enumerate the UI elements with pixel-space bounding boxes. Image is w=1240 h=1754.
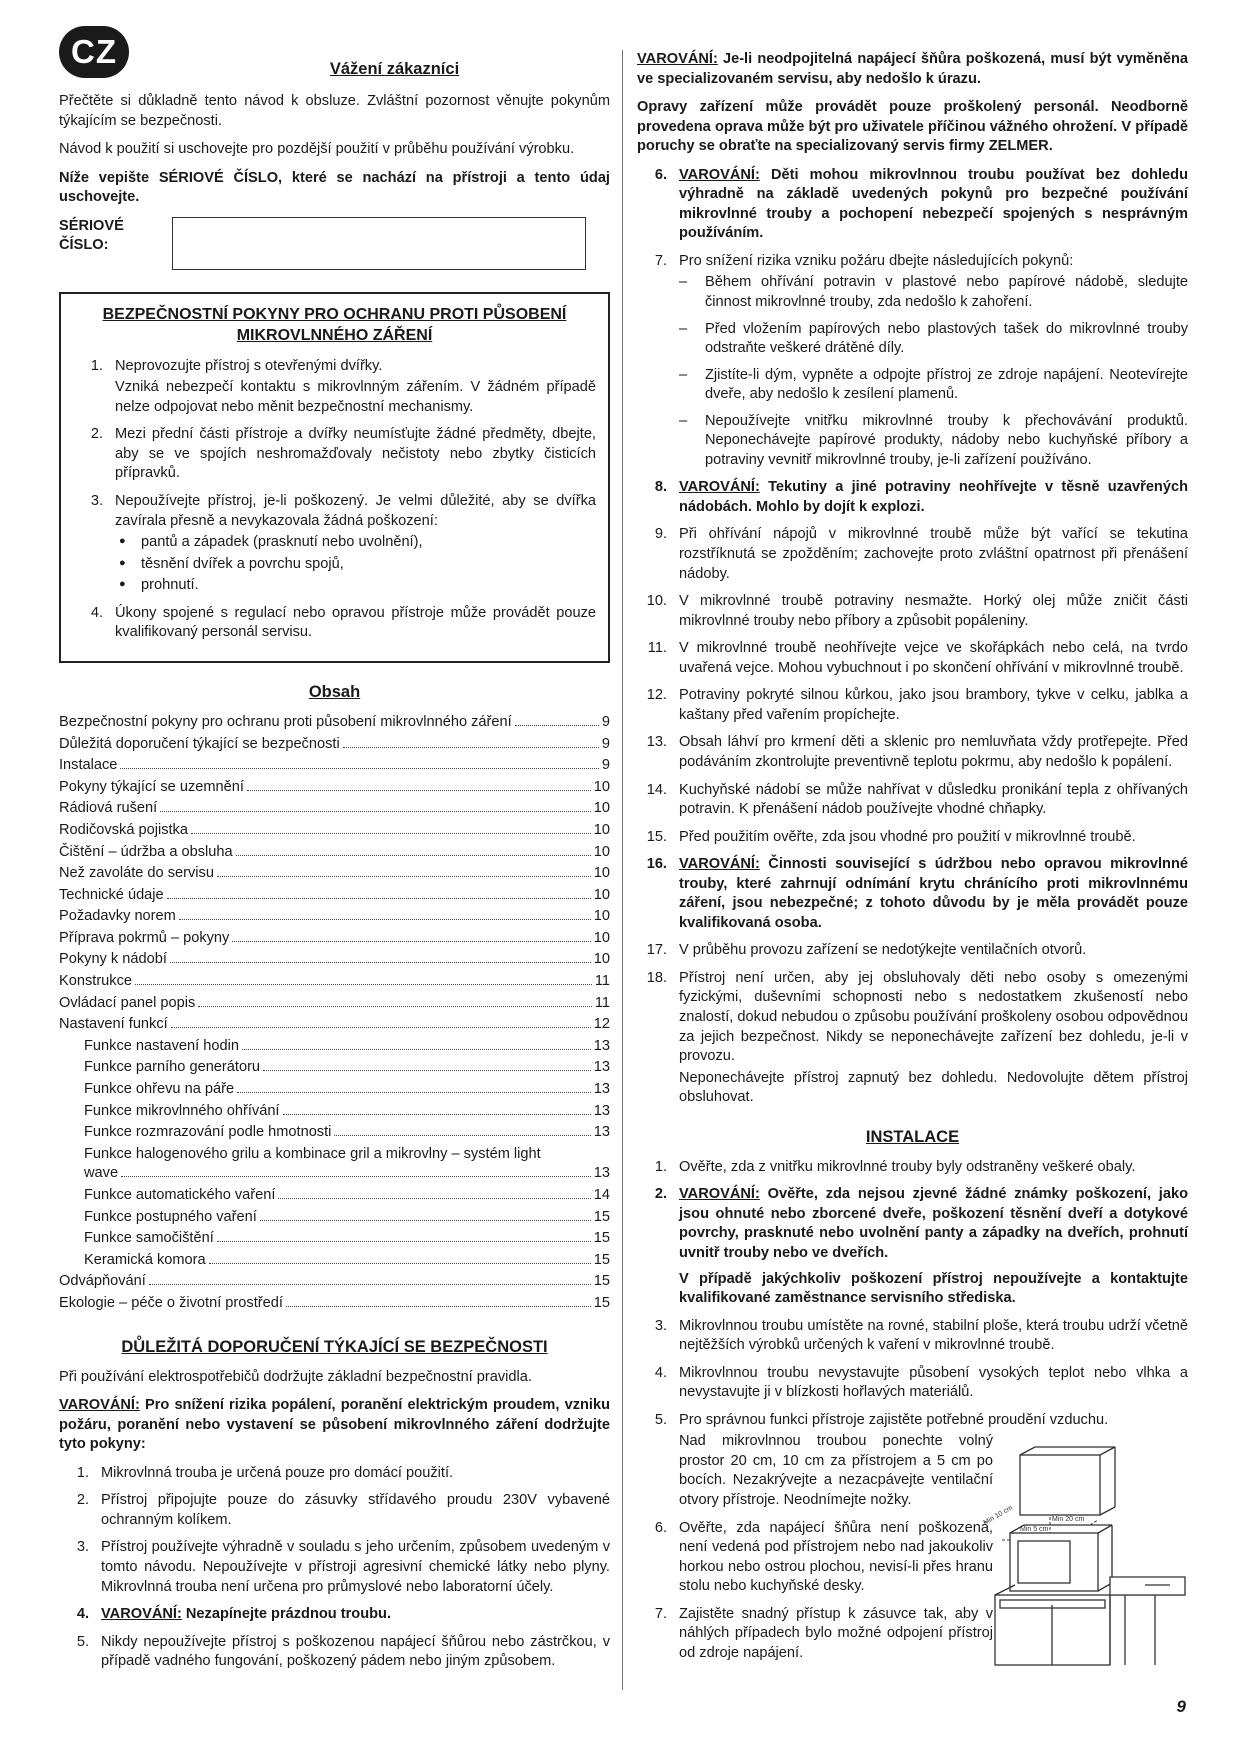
item-text: Ověřte, zda nejsou zjevné žádné známky poškození, jako jsou ohnuté nebo zborcené dveře, poškození těsnění dveří a dotykové povrchy, prasknuté nebo uvolnění panty a západky na dveřích, prohnutí uvnitř trouby nebo ve dveřích.: [679, 1186, 1188, 1261]
item-text: Tekutiny a jiné potraviny neohřívejte v těsně uzavřených nádobách. Mohlo by dojít k explozi.: [679, 479, 1188, 515]
item-number: 10.: [646, 593, 667, 610]
serial-input-box[interactable]: [172, 217, 586, 270]
toc-entry-title: Ovládací panel popis: [59, 994, 196, 1011]
list-item: [637, 1158, 1188, 1178]
item-number: 14.: [646, 781, 667, 798]
toc-leader: [236, 855, 591, 856]
toc-leader: [232, 941, 590, 942]
list-item: [59, 1538, 610, 1597]
language-badge: CZ: [59, 26, 129, 78]
toc-entry-title: Odvápňování: [59, 1273, 146, 1290]
item-number: 4.: [90, 604, 103, 621]
toc-entry: [59, 1037, 610, 1059]
item-text: Činnosti související s údržbou nebo opravou mikrovlnné trouby, které zahrnují odnímání krytu chránícího proti mikrovlnnému záření, jsou nebezpečné; z tohoto důvodu by je měla provádět pouze kvalifikovaná osoba.: [679, 856, 1188, 931]
toc-entry: [59, 756, 610, 778]
toc-page: 15: [593, 1294, 610, 1311]
bullet-item: ● pantů a západek (prasknutí nebo uvolnění),: [115, 533, 596, 553]
toc-leader: [286, 1306, 591, 1307]
item-number: 4.: [76, 1606, 89, 1623]
list-item: [73, 357, 596, 418]
toc-leader: [198, 1006, 592, 1007]
toc-leader: [242, 1049, 591, 1050]
clearance-label: Min 20 cm: [1052, 1516, 1085, 1523]
toc-entry-title: Než zavoláte do servisu: [59, 865, 214, 882]
warning-label: VAROVÁNÍ:: [679, 479, 760, 496]
toc-entry-title: wave: [84, 1165, 119, 1182]
warning-text: Pro snížení rizika popálení, poranění elektrickým proudem, vzniku požáru, poranění nebo vystavení se působení mikrovlnného záření dodržujte tyto pokyny:: [59, 1397, 610, 1453]
toc-leader: [179, 919, 591, 920]
item-number: 3.: [76, 1539, 89, 1556]
toc-leader: [263, 1070, 591, 1071]
toc-page: 15: [593, 1251, 610, 1268]
toc-entry: [59, 929, 610, 951]
toc-page: 10: [593, 778, 610, 795]
item-number: 17.: [646, 942, 667, 959]
toc-entry: [59, 950, 610, 972]
list-item: [637, 1185, 1188, 1308]
item-text: Pro správnou funkci přístroje zajistěte potřebné proudění vzduchu.: [679, 1411, 1109, 1428]
item-number: 13.: [646, 734, 667, 751]
toc-entry-title: Nastavení funkcí: [59, 1016, 168, 1033]
item-text: V průběhu provozu zařízení se nedotýkejte ventilačních otvorů.: [679, 942, 1087, 959]
toc-entry-title: Funkce parního generátoru: [84, 1059, 261, 1076]
warning-label: VAROVÁNÍ:: [637, 51, 718, 67]
item-text: Pro snížení rizika vzniku požáru dbejte následujících pokynů:: [679, 252, 1074, 269]
toc-page: 9: [601, 713, 610, 730]
item-number: 4.: [654, 1364, 667, 1381]
item-number: 2.: [654, 1186, 667, 1203]
toc-page: 10: [593, 800, 610, 817]
toc-page: 11: [594, 973, 610, 990]
list-item: [637, 252, 1188, 470]
toc-entry-title: Pokyny k nádobí: [59, 951, 167, 968]
toc-entry-title: Funkce mikrovlnného ohřívání: [84, 1102, 280, 1119]
item-number: 7.: [654, 252, 667, 269]
repair-notice: Opravy zařízení může provádět pouze proškolený personál. Neodborně provedena oprava může být pro uživatele příčinou vážného ohrožení. V případě poruchy se obraťte na specializovaný servis firmy ZELMER.: [637, 99, 1188, 155]
toc-page: 10: [593, 886, 610, 903]
item-text: Přístroj používejte výhradně v souladu s jeho určením, způsobem uvedeným v tomto návodu. Nepoužívejte v přístroji agresivní chemické látky nebo plyny. Mikrovlnná trouba není určena pro průmyslové nebo laboratorní účely.: [101, 1539, 610, 1595]
item-note: Nad mikrovlnnou troubou ponechte volný prostor 20 cm, 10 cm za přístrojem a 5 cm po bocích. Nezakrývejte a nezacpávejte ventilační otvory přístroje. Neodnímejte nožky.: [679, 1433, 993, 1509]
toc-entry: [59, 1015, 610, 1037]
list-item: [637, 639, 1188, 678]
item-text: Přístroj není určen, aby jej obsluhovaly děti nebo osoby s omezenými fyzickými, duševními schopnosti nebo s nedostatkem zkušeností nebo znalostí, dokud nebudou o způsobu používání proškoleny osobou odpovědnou za jejich bezpečnost. Nikdy se neponechávejte zařízení bez dohledu, je-li v provozu.: [679, 969, 1188, 1065]
wall-cabinet: [1020, 1455, 1100, 1515]
item-number: 12.: [646, 687, 667, 704]
important-list: [59, 1464, 610, 1672]
item-note: Neponechávejte přístroj zapnutý bez dohledu. Nedovolujte dětem přístroj obsluhovat.: [679, 1069, 1188, 1106]
table-of-contents: [59, 713, 610, 1316]
microwave-oven: [1010, 1533, 1098, 1591]
toc-entry: [59, 1080, 610, 1102]
right-column: [637, 50, 1188, 1671]
list-item: [637, 781, 1188, 820]
greeting-paragraph: Přečtěte si důkladně tento návod k obsluze. Zvláštní pozornost věnujte pokynům týkajícím se bezpečnosti.: [59, 93, 610, 129]
item-text: Nezapínejte prázdnou troubu.: [185, 1606, 391, 1623]
toc-entry: [59, 821, 610, 843]
dash-item: – Během ohřívání potravin v plastové nebo papírové nádobě, sledujte činnost mikrovlnné trouby, zda nedošlo k zahoření.: [679, 273, 1188, 312]
list-item: [73, 425, 596, 484]
item-number: 6.: [654, 1519, 667, 1536]
item-text: Ověřte, zda napájecí šňůra není poškozená, není vedená pod přístrojem nebo nad jakoukoliv horkou nebo ostrou plochou, nevisí-li přes hranu stolu nebo kuchyňské desky.: [679, 1519, 993, 1595]
item-number: 7.: [654, 1605, 667, 1622]
toc-page: 13: [593, 1165, 610, 1182]
toc-entry-title: Technické údaje: [59, 886, 164, 903]
toc-entry-title: Důležitá doporučení týkající se bezpečnosti: [59, 735, 340, 752]
item-number: 1.: [76, 1464, 89, 1481]
toc-leader: [160, 811, 591, 812]
list-item: [59, 1605, 610, 1625]
toc-entry-title: Pokyny týkající se uzemnění: [59, 778, 244, 795]
toc-page: 13: [593, 1081, 610, 1098]
list-item: [637, 1605, 993, 1664]
item-text: Kuchyňské nádobí se může nahřívat v důsledku pronikání tepla z ohřívaných potravin. K přenášení nádob používejte vhodné chňapky.: [679, 781, 1188, 818]
warning-label: VAROVÁNÍ:: [59, 1397, 140, 1414]
item-number: 5.: [76, 1633, 89, 1650]
list-item: [637, 1317, 1188, 1356]
item-text: Mikrovlnná trouba je určená pouze pro domácí použití.: [101, 1464, 454, 1481]
item-text: Nepoužívejte přístroj, je-li poškozený. Je velmi důležité, aby se dvířka zavírala přesně a nevykazovala žádná poškození:: [115, 493, 596, 529]
toc-entry: [59, 1058, 610, 1080]
toc-entry: [59, 1229, 610, 1251]
toc-entry: [59, 1251, 610, 1273]
toc-entry-title: Funkce rozmrazování podle hmotnosti: [84, 1124, 332, 1141]
toc-page: 10: [593, 951, 610, 968]
toc-page: 15: [593, 1230, 610, 1247]
toc-entry: [59, 1102, 610, 1124]
list-item: [637, 1519, 993, 1597]
item-text: V mikrovlnné troubě potraviny nesmažte. Horký olej může zničit části mikrovlnné trouby nebo příbory a způsobit popáleniny.: [679, 593, 1188, 629]
warning-label: VAROVÁNÍ:: [101, 1606, 182, 1623]
dash-item: – Před vložením papírových nebo plastových tašek do mikrovlnné trouby odstraňte veškeré drátěné díly.: [679, 320, 1188, 359]
list-item: [637, 855, 1188, 933]
item-text: Obsah láhví pro krmení děti a sklenic pro nemluvňata vždy protřepejte. Před podáváním zkontrolujte preventivně teplotu pokrmu, aby nedošlo k popálení.: [679, 734, 1188, 770]
toc-leader: [260, 1220, 591, 1221]
toc-leader: [135, 984, 592, 985]
page-number: 9: [1176, 1697, 1186, 1716]
item-number: 15.: [646, 828, 667, 845]
toc-page: 13: [593, 1059, 610, 1076]
toc-entry-title: Funkce ohřevu na páře: [84, 1081, 235, 1098]
list-item: [637, 941, 1188, 961]
install-title: INSTALACE: [865, 1127, 960, 1146]
greeting-paragraph: Návod k použití si uschovejte pro pozdější použití v průběhu používání výrobku.: [59, 141, 575, 158]
toc-page: 10: [593, 929, 610, 946]
toc-entry-title: Funkce postupného vaření: [84, 1208, 257, 1225]
toc-leader: [171, 1027, 591, 1028]
important-warning: [59, 1396, 610, 1455]
toc-entry-line: [84, 1164, 610, 1186]
toc-entry: [59, 713, 610, 735]
item-text: Potraviny pokryté silnou kůrkou, jako jsou brambory, tykve v celku, jablka a kaštany před vařením propíchejte.: [679, 687, 1188, 723]
toc-entry-title: Rádiová rušení: [59, 800, 158, 817]
clearance-label: Min 5 cm: [1020, 1526, 1049, 1533]
list-item: [73, 492, 596, 596]
list-item: [59, 1633, 610, 1672]
safety-list: [73, 357, 596, 643]
toc-entry-title: Funkce nastavení hodin: [84, 1037, 239, 1054]
item-text: Ověřte, zda z vnitřku mikrovlnné trouby byly odstraněny veškeré obaly.: [679, 1158, 1136, 1175]
item-text: Úkony spojené s regulací nebo opravou přístroje může provádět pouze kvalifikovaný personál servisu.: [115, 604, 596, 641]
warning-label: VAROVÁNÍ:: [679, 856, 760, 873]
toc-page: 10: [593, 821, 610, 838]
item-number: 9.: [654, 526, 667, 543]
item-text: Mikrovlnnou troubu nevystavujte působení vysokých teplot nebo vlhka a nevystavujte ji v blízkosti hořlavých materiálů.: [679, 1364, 1188, 1401]
clearance-label: Min 10 cm: [982, 1504, 1014, 1527]
toc-entry-title: Bezpečnostní pokyny pro ochranu proti působení mikrovlnného záření: [59, 713, 512, 730]
toc-entry-title: Příprava pokrmů – pokyny: [59, 929, 230, 946]
serial-instruction: Níže vepište SÉRIOVÉ ČÍSLO, které se nachází na přístroji a tento údaj uschovejte.: [59, 169, 610, 206]
list-item: [637, 969, 1188, 1108]
item-text: Mikrovlnnou troubu umístěte na rovné, stabilní ploše, která troubu udrží včetně nejtěžších výrobků určených k vaření v mikrovlnné troubě.: [679, 1317, 1188, 1354]
item-number: 3.: [90, 493, 103, 509]
item-number: 18.: [646, 969, 667, 986]
important-title: DŮLEŽITÁ DOPORUČENÍ TÝKAJÍCÍ SE BEZPEČNOSTI: [121, 1337, 548, 1356]
greeting-title: Vážení zákazníci: [329, 60, 460, 78]
toc-entry-title: Požadavky norem: [59, 908, 176, 925]
toc-page: 13: [593, 1037, 610, 1054]
toc-page: 10: [593, 843, 610, 860]
installation-clearance-illustration: [982, 1445, 1185, 1665]
toc-entry: [59, 843, 610, 865]
toc-page: 11: [594, 994, 610, 1011]
item-text: V mikrovlnné troubě neohřívejte vejce ve skořápkách nebo celá, na tvrdo uvařená vejce. Mohou vybuchnout i po skončení ohřívání v mikrovlnné troubě.: [679, 640, 1188, 676]
toc-leader: [149, 1284, 591, 1285]
toc-entry: [59, 735, 610, 757]
toc-leader: [209, 1263, 591, 1264]
list-item: [73, 604, 596, 643]
warning-label: VAROVÁNÍ:: [679, 1186, 760, 1203]
toc-entry-title: Keramická komora: [84, 1251, 206, 1268]
list-item: [59, 1491, 610, 1530]
warning-text: Je-li neodpojitelná napájecí šňůra poškozená, musí být vyměněna ve specializovaném servisu, aby nedošlo k úrazu.: [637, 51, 1188, 87]
toc-entry: [59, 994, 610, 1016]
toc-leader: [515, 725, 599, 726]
item-text: Zajistěte snadný přístup k zásuvce tak, aby v náhlých případech bylo možné odpojení přístroj od zdroje napájení.: [679, 1605, 993, 1661]
toc-leader: [283, 1114, 591, 1115]
toc-page: 10: [593, 865, 610, 882]
item-number: 1.: [654, 1158, 667, 1175]
cord-warning: [637, 50, 1188, 89]
dash-item: – Zjistíte-li dým, vypněte a odpojte přístroj ze zdroje napájení. Neotevírejte dveře, aby nedošlo k zesílení plamenů.: [679, 366, 1188, 405]
toc-entry: [59, 1186, 610, 1208]
toc-entry-title: Čištění – údržba a obsluha: [59, 843, 233, 860]
toc-page: 10: [593, 908, 610, 925]
toc-leader: [278, 1198, 590, 1199]
toc-entry: [59, 972, 610, 994]
item-number: 3.: [654, 1317, 667, 1334]
item-text: Nikdy nepoužívejte přístroj s poškozenou napájecí šňůrou nebo zástrčkou, v případě vadného fungování, poškozený pádem nebo jiným způsobem.: [101, 1633, 610, 1670]
toc-leader: [170, 962, 591, 963]
toc-entry: [59, 886, 610, 908]
dash-list: [679, 273, 1188, 470]
toc-entry-title: Rodičovská pojistka: [59, 821, 188, 838]
item-text: Přístroj připojujte pouze do zásuvky střídavého proudu 230V vybavené ochranným kolíkem.: [101, 1492, 610, 1528]
toc-entry: [59, 1208, 610, 1230]
item-text: Před použitím ověřte, zda jsou vhodné pro použití v mikrovlnné troubě.: [679, 828, 1136, 845]
toc-leader: [334, 1135, 590, 1136]
safety-box-title: BEZPEČNOSTNÍ POKYNY PRO OCHRANU PROTI PŮSOBENÍ MIKROVLNNÉHO ZÁŘENÍ: [102, 305, 567, 345]
item-text: Neprovozujte přístroj s otevřenými dvířky.: [115, 357, 383, 374]
toc-page: 12: [593, 1016, 610, 1033]
toc-leader: [167, 898, 591, 899]
toc-entry-title: Konstrukce: [59, 973, 133, 990]
item-note: V případě jakýchkoliv poškození přístroj nepoužívejte a kontaktujte kvalifikované zaměstnance servisního střediska.: [679, 1270, 1188, 1307]
bullet-list: [115, 533, 596, 596]
toc-entry-title: Funkce samočištění: [84, 1230, 214, 1247]
toc-leader: [237, 1092, 591, 1093]
item-number: 8.: [654, 479, 667, 496]
serial-label: SÉRIOVÉ ČÍSLO:: [59, 217, 124, 254]
item-number: 5.: [654, 1411, 667, 1428]
toc-page: 15: [593, 1208, 610, 1225]
item-number: 16.: [646, 856, 667, 873]
dash-item: – Nepoužívejte vnitřku mikrovlnné trouby k přechovávání produktů. Neponechávejte papírové produkty, nádoby nebo kuchyňské příbory a potraviny vevnitř mikrovlnné trouby, je-li zařízení používáno.: [679, 412, 1188, 471]
toc-entry: [59, 1145, 610, 1186]
item-text: Při ohřívání nápojů v mikrovlnné troubě může být vařící se tekutina rozstříknutá se zpožděním; zachovejte proto zvláštní opatrnost při přenášení nádoby.: [679, 526, 1188, 582]
item-number: 1.: [90, 357, 103, 374]
item-number: 11.: [647, 640, 667, 657]
toc-leader: [343, 747, 599, 748]
toc-entry: [59, 1123, 610, 1145]
toc-page: 13: [593, 1124, 610, 1141]
toc-entry-title: Funkce automatického vaření: [84, 1186, 276, 1203]
toc-entry: [59, 799, 610, 821]
toc-page: 15: [593, 1273, 610, 1290]
left-column: [59, 50, 610, 1680]
column-divider: [622, 50, 623, 1690]
item-number: 6.: [654, 166, 667, 183]
list-item: [637, 1364, 1188, 1403]
list-item: [637, 733, 1188, 772]
bullet-item: ● prohnutí.: [115, 576, 596, 596]
item-note: Vzniká nebezpečí kontaktu s mikrovlnným zářením. V žádném případě nelze odpojovat nebo měnit bezpečnostní mechanismy.: [115, 379, 596, 415]
toc-entry: [59, 778, 610, 800]
list-item: [637, 525, 1188, 584]
toc-leader: [217, 876, 591, 877]
item-number: 2.: [76, 1492, 89, 1509]
item-number: 2.: [90, 426, 103, 443]
item-text: Mezi přední části přístroje a dvířky neumísťujte žádné předměty, dbejte, aby se ve spojích neshromažďovaly nečistoty nebo zbytky čisticích přípravků.: [115, 426, 596, 482]
list-item: [637, 478, 1188, 517]
item-text: Děti mohou mikrovlnnou troubu používat bez dohledu výhradně na základě uvedených pokynů pro bezpečné používání mikrovlnné trouby a pochopení nebezpečí spojených s nesprávným používáním.: [679, 166, 1188, 242]
toc-page: 13: [593, 1102, 610, 1119]
toc-leader: [191, 833, 591, 834]
important-intro: Při používání elektrospotřebičů dodržujte základní bezpečnostní pravidla.: [59, 1368, 532, 1385]
important-list-continued: [637, 166, 1188, 1108]
toc-page: 14: [593, 1186, 610, 1203]
toc-entry-title: Funkce halogenového grilu a kombinace gril a mikrovlny – systém light: [84, 1145, 541, 1162]
toc-title: Obsah: [308, 682, 361, 701]
toc-entry-title: Instalace: [59, 757, 118, 774]
toc-entry-title: Ekologie – péče o životní prostředí: [59, 1294, 283, 1311]
list-item: [637, 686, 1188, 725]
toc-entry: [59, 1272, 610, 1294]
microwave-safety-box: [59, 292, 610, 663]
toc-page: 9: [601, 735, 610, 752]
list-item: [637, 828, 1188, 848]
toc-leader: [247, 790, 591, 791]
bullet-item: ● těsnění dvířek a povrchu spojů,: [115, 555, 596, 575]
warning-label: VAROVÁNÍ:: [679, 166, 760, 183]
list-item: [637, 166, 1188, 244]
toc-leader: [121, 1176, 591, 1177]
toc-leader: [120, 768, 598, 769]
toc-entry: [59, 864, 610, 886]
list-item: [637, 592, 1188, 631]
toc-entry: [59, 907, 610, 929]
toc-leader: [217, 1241, 591, 1242]
list-item: [59, 1464, 610, 1484]
toc-page: 9: [601, 757, 610, 774]
serial-number-field: [59, 217, 610, 270]
toc-entry: [59, 1294, 610, 1316]
